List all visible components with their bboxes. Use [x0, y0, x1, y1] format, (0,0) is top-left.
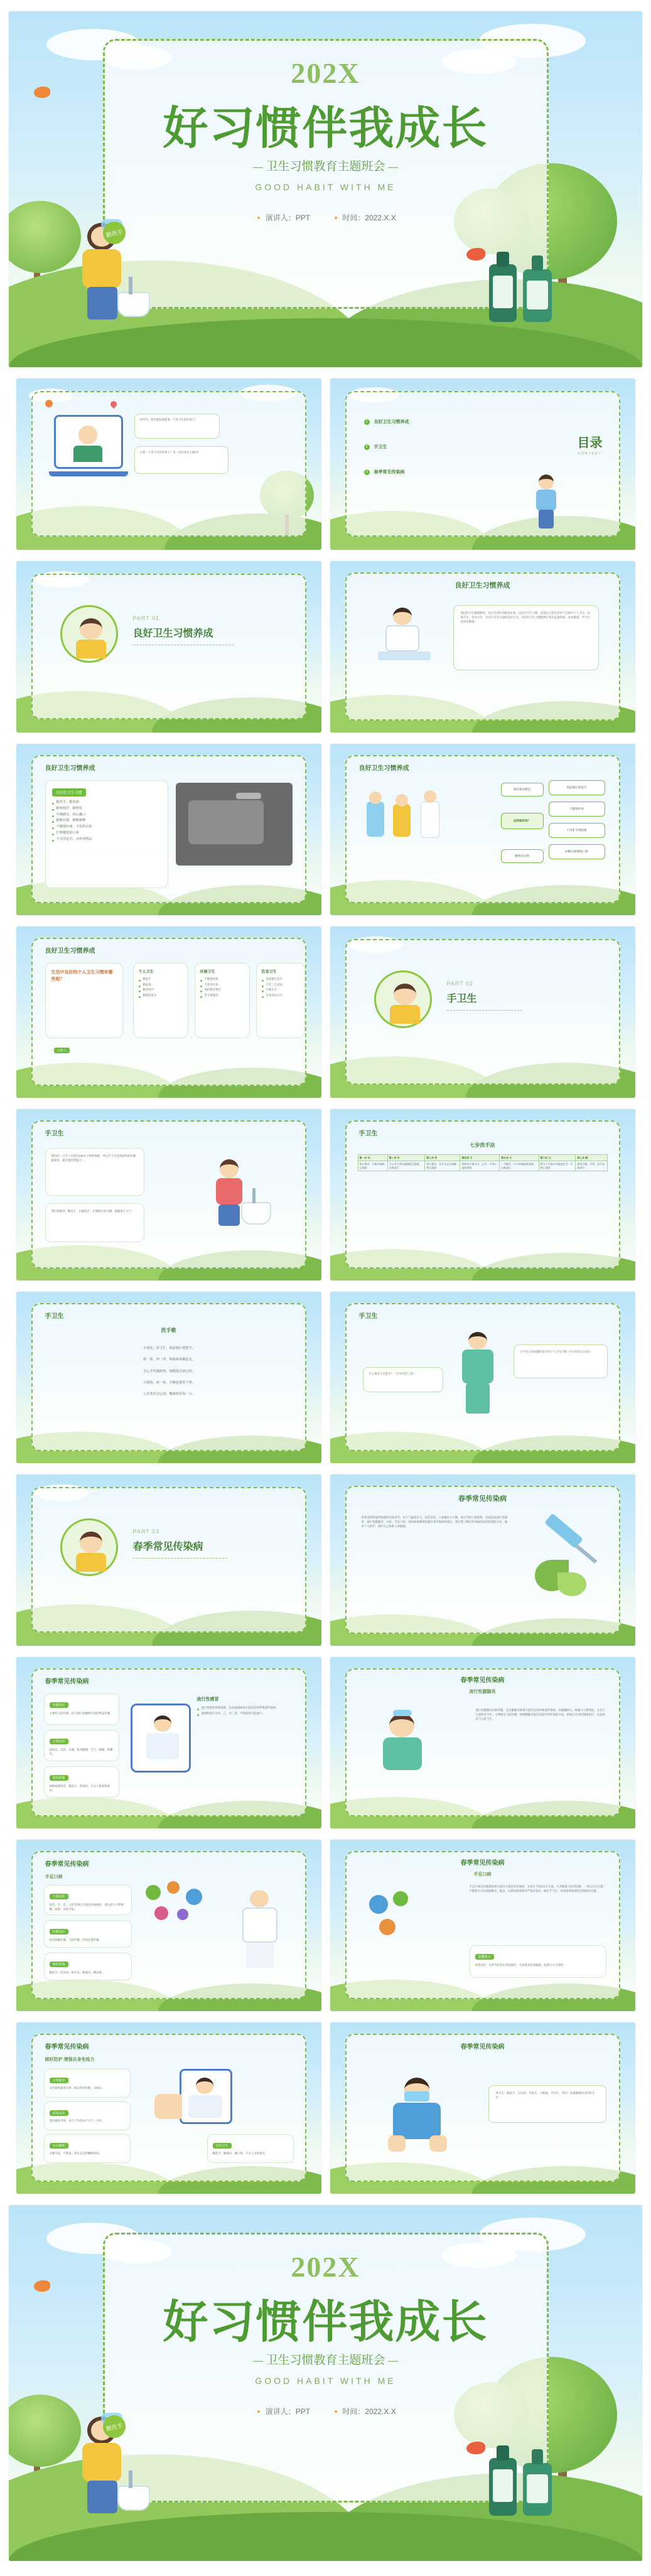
- table-cell: 将五个手指尖并拢放在另一手掌心揉搓: [539, 1161, 576, 1171]
- toc-title-block: [578, 432, 603, 456]
- slide-infection-7: [330, 2022, 635, 2194]
- flow-node-1: 饭前便后要洗手: [549, 780, 605, 795]
- flow-node-2: 不随地吐痰: [549, 802, 605, 817]
- masked-person-illustration: [374, 2075, 462, 2157]
- part-meta: [133, 615, 234, 645]
- card-text: 密切接触传播、飞沫传播、经消化道传播。: [49, 1938, 102, 1941]
- slide-hand-4: [330, 1292, 635, 1463]
- slide-hand-1: [16, 1109, 321, 1280]
- question-bubble: [363, 1367, 443, 1392]
- slide-infection-3: [330, 1657, 635, 1828]
- sick-girl-illustration: [368, 1705, 443, 1780]
- flu-right-list: [197, 1706, 294, 1715]
- card-title: 充足睡眠: [50, 2143, 68, 2149]
- slide-intro: [16, 378, 321, 550]
- table-header: 第四步 弓: [460, 1155, 500, 1161]
- table-cell: 掌心相对，手指并拢相互揉搓: [358, 1161, 387, 1171]
- card-text: 勤洗手、勤通风、戴口罩，不去人多的地方。: [212, 2152, 268, 2155]
- soap-bottles-illustration: [485, 248, 567, 330]
- slide-part-03: [16, 1474, 321, 1646]
- callout-text: 小学生应养成随时洗手的个人卫生习惯（至少回答五句话）: [520, 1350, 592, 1353]
- bird-icon: [466, 248, 485, 260]
- part-title: 春季常见传染病: [132, 1542, 203, 1552]
- cover-date: 时间：2022.X.X: [342, 213, 396, 222]
- immunity-card-3: [44, 2134, 131, 2163]
- cover-english: GOOD HABIT WITH ME: [255, 182, 396, 192]
- handwash-photo: [176, 783, 293, 866]
- table-cell: 弯曲各手指关节，在另一手掌心旋转揉搓: [460, 1161, 500, 1171]
- cover-english: GOOD HABIT WITH ME: [255, 2376, 396, 2386]
- flow-node-5: 勤换洗衣物: [501, 849, 544, 863]
- list-item: 生熟食品分开: [262, 994, 299, 998]
- slide-habit-1: [330, 561, 635, 733]
- flu-card-3: [44, 1766, 119, 1798]
- table-header: 第七步 腕: [576, 1155, 607, 1161]
- tip-badge-label: 小贴士: [54, 1048, 70, 1053]
- list-item: 保持教室整洁: [200, 988, 244, 992]
- col-list: [139, 977, 183, 997]
- immunity-card-2: [44, 2101, 131, 2130]
- toc-title: 目录: [577, 436, 603, 450]
- list-item: 饭前便后洗手: [262, 977, 299, 982]
- card-title: 合理膳食: [50, 2078, 68, 2083]
- phone-doctor-illustration: [131, 1704, 191, 1773]
- song-line: 七步洗手记心间，健康快乐每一天。: [143, 1392, 195, 1397]
- question-text: 生活中良好的个人卫生习惯有哪些呢？: [51, 970, 113, 982]
- slide-heading: 手卫生: [45, 1313, 64, 1320]
- slide-toc: [330, 378, 635, 550]
- sub-heading: 流行性腮腺炎: [469, 1690, 496, 1694]
- meta-dot-icon: [335, 217, 337, 219]
- list-item: 打喷嚏要捂口鼻: [52, 831, 161, 836]
- part-title: 手卫生: [446, 994, 477, 1004]
- card-title: 良好的卫生习惯: [52, 788, 86, 797]
- slide-heading: 春季常见传染病: [45, 1861, 89, 1868]
- card-title: 主要症状: [50, 1739, 68, 1744]
- girl-avatar: [374, 970, 432, 1028]
- song-line: 小朋友，讲卫生，饭前便后要洗手。: [143, 1346, 195, 1350]
- slide-heading: 手卫生: [45, 1130, 64, 1137]
- col-card-3: [256, 963, 305, 1038]
- slide-heading: 良好卫生习惯养成: [45, 765, 95, 772]
- girl-washing-illustration: [202, 1157, 277, 1236]
- cover-year: 202X: [291, 2251, 360, 2283]
- table-cell: 手心对手背沿指缝相互揉搓，交换进行: [387, 1161, 425, 1171]
- habit-card: [45, 780, 168, 888]
- slide-heading: 手卫生: [358, 1313, 378, 1320]
- list-item: 勤洗澡: [139, 983, 183, 987]
- card-text: 多吃新鲜蔬菜水果，保证营养均衡，多喝水。: [49, 2086, 105, 2090]
- song-title: 洗手歌: [161, 1328, 176, 1333]
- toc-item-3[interactable]: [364, 469, 405, 475]
- laptop-base: [49, 471, 128, 476]
- toc-label: 良好卫生习惯养成: [374, 420, 409, 424]
- body-text: 流行性腮腺炎俗称痄腮，是由腮腺炎病毒引起的急性呼吸道传染病。以腮腺肿大、疼痛为主要特征，多见于儿童和青少年。主要通过飞沫传播，接种腮腺炎疫苗是最有效的预防方法。患病后应及时隔离治疗，注意休息与口腔卫生。: [475, 1709, 605, 1720]
- slide-infection-1: [330, 1474, 635, 1646]
- table-cell: 掌心相对，双手交叉沿指缝相互揉搓: [425, 1161, 460, 1171]
- cover-subtitle: 卫生习惯教育主题班会: [266, 2354, 385, 2367]
- tip-badge: [54, 1043, 70, 1055]
- table-header: 第一步 内: [358, 1155, 387, 1161]
- slide-infection-4: [16, 1840, 321, 2011]
- slide-heading: 春季常见传染病: [45, 1678, 89, 1685]
- hand-note-card-1: [45, 1148, 144, 1196]
- seven-steps-table: [358, 1154, 608, 1171]
- slide-end-cover: 202X 好习惯伴我成长 — 卫生习惯教育主题班会 — GOOD HABIT WITH ME 演讲人：PPT 时间：2022.X.X 勤洗手: [9, 2205, 642, 2561]
- part-number: PART 01: [132, 615, 160, 621]
- speech-text-2: 合着一个讲卫生的好孩子？说一说你看怎么做的？: [139, 451, 201, 454]
- medic-illustration: [230, 1890, 290, 1972]
- callout-bubble: [514, 1344, 608, 1378]
- body-text: 春季是呼吸道传染病的高发季节。由于气温变化大，忽冷忽热，人体抵抗力下降，加之学校人群密集，容易造成流行性感冒、流行性腮腺炎、水痘、手足口病、诺如病毒感染性腹泻等传染病的流行。我们要了解这些疾病的症状和预防方法，做好个人防护，保护自己和他人的健康。: [361, 1516, 508, 1528]
- table-header: 第六步 立: [539, 1155, 576, 1161]
- toc-number: 3: [364, 470, 370, 475]
- bird-icon: [466, 2442, 485, 2454]
- hand-phone-illustration: [142, 2066, 286, 2127]
- slide-part-02: [330, 926, 635, 1098]
- body-text: 手足口病是由肠道病毒引起的儿童常见传染病，多发生于5岁以下儿童。大多数患儿症状轻微，一周左右可自愈；少数患儿可出现脑膜炎、脑炎、心肺功能衰竭等严重并发症。做好手卫生、环境消毒和晨检是预防的关键。: [469, 1885, 606, 1892]
- slide-habit-2: [16, 744, 321, 915]
- hfmd-card-2: [44, 1920, 132, 1948]
- col-title: 环境卫生: [200, 970, 215, 974]
- list-item: 勤洗手: [139, 977, 183, 982]
- table-header: 第二步 外: [387, 1155, 425, 1161]
- card-text: 发热，手、足、口腔等部位出现皮疹或疱疹，部分患儿可伴咳嗽、流涕、食欲不振。: [49, 1903, 124, 1911]
- flu-card-2: [44, 1730, 119, 1761]
- slide-heading: 良好卫生习惯养成: [45, 948, 95, 955]
- card-text: 主要经飞沫传播，也可通过接触被污染的物品传播。: [49, 1712, 113, 1715]
- speech-bubble: [453, 605, 599, 670]
- sub-heading: 手足口病: [473, 1872, 492, 1877]
- badge-wash-hands: 勤洗手: [101, 2413, 128, 2440]
- col-card-2: [195, 963, 250, 1038]
- song-line: 手心手背都搓到，指缝指尖别忘掉。: [143, 1369, 195, 1373]
- table-row: [358, 1161, 607, 1171]
- meta-dot-icon: [335, 2410, 337, 2413]
- card-text: 勤洗手、吃熟食、喝开水、勤通风、晒衣被。: [49, 1971, 105, 1974]
- col-list: [262, 977, 299, 997]
- slide-heading: 春季常见传染病: [460, 1860, 505, 1867]
- list-item: 流行性感冒简称流感，是由流感病毒引起的急性呼吸道传染病。: [197, 1706, 294, 1710]
- list-item: 不随地吐痰、不乱扔垃圾: [52, 825, 161, 830]
- sub-heading: 流行性感冒: [196, 1697, 219, 1702]
- divider: [447, 1010, 522, 1011]
- habit-list: [52, 800, 161, 842]
- cover-year: 202X: [291, 57, 360, 89]
- hand-note-card-2: [45, 1203, 144, 1242]
- flow-center: 这样做好吗？: [501, 813, 544, 829]
- divider: [133, 1558, 227, 1559]
- list-item: 常开窗通风: [200, 994, 244, 998]
- list-item: 勤洗手、勤洗澡: [52, 800, 161, 805]
- laptop-illustration: [54, 415, 123, 469]
- sub-heading: 做好防护 增强自身免疫力: [45, 2058, 95, 2062]
- meta-dot-icon: [257, 2410, 260, 2413]
- slide-infection-6: [16, 2022, 321, 2194]
- soap-bottles-illustration: [485, 2442, 567, 2523]
- slide-habit-4: [16, 926, 321, 1098]
- hfmd-card-1: [44, 1885, 132, 1915]
- flow-node-4: 咳嗽打喷嚏捂口鼻: [549, 844, 605, 859]
- immunity-card-4: [207, 2134, 294, 2163]
- slide-heading: 手卫生: [358, 1130, 378, 1137]
- list-item: 不喝生水: [262, 988, 299, 992]
- immunity-card-1: [44, 2069, 131, 2098]
- girl-avatar: [60, 605, 118, 663]
- part-title: 良好卫生习惯养成: [132, 628, 213, 639]
- slide-heading: 春季常见传染病: [460, 1677, 505, 1684]
- card-title: 适量运动: [50, 2110, 68, 2116]
- tip-title: 温馨提示: [475, 1954, 494, 1960]
- part-number: PART 02: [446, 980, 474, 987]
- cover-subtitle: 卫生习惯教育主题班会: [266, 160, 385, 173]
- song-line: 搓一搓，冲一冲，细菌病毒都赶走。: [143, 1358, 195, 1362]
- flu-right-block: [197, 1696, 294, 1717]
- question-card: [45, 963, 123, 1038]
- students-illustration: [363, 785, 457, 861]
- list-item: 不随地吐痰: [200, 977, 244, 982]
- speech-bubble-1: [134, 414, 220, 439]
- question-text: 什么情况下应洗手？（至少回答三条）: [369, 1372, 416, 1375]
- slide-cover: 202X 好习惯伴我成长 — 卫生习惯教育主题班会 — GOOD HABIT WITH ME 演讲人：PPT 时间：2022.X.X 勤洗手: [9, 11, 642, 367]
- doctor-illustration: [367, 608, 442, 662]
- list-item: 不乱扔垃圾: [200, 983, 244, 987]
- bird-icon: [45, 400, 53, 407]
- table-header: 第三步 夹: [425, 1155, 460, 1161]
- part-meta: [133, 1528, 227, 1559]
- table-cell: 揉搓手腕、手臂，双手交换进行: [576, 1161, 607, 1171]
- flow-node-6: 保持课桌整洁: [501, 783, 544, 797]
- list-item: 不吃三无食品: [262, 983, 299, 987]
- list-item: 流感病毒分为甲、乙、丙三型，甲型最易引起流行。: [197, 1712, 294, 1716]
- hand-note-2: 我们要做到：勤洗手，正确洗手，让细菌无处可藏，做健康小卫士！: [51, 1210, 134, 1213]
- toc-number: 1: [364, 419, 370, 425]
- list-item: 早晚刷牙、饭后漱口: [52, 813, 161, 818]
- toc-number: 2: [364, 444, 370, 450]
- toc-title-en: CONTENT: [578, 452, 602, 456]
- tip-text: 发现发热、出疹等症状应及时就医，并按要求居家隔离，痊愈后方可返校。: [475, 1963, 566, 1967]
- list-item: 勤换衣服、勤晒被褥: [52, 818, 161, 824]
- slide-hand-2: [330, 1109, 635, 1280]
- callout-text: 讲卫生，勤洗手，早发现，早报告，早隔离，早治疗，我们一起做健康快乐的好少年！: [495, 2091, 595, 2099]
- slide-heading: 良好卫生习惯养成: [358, 765, 409, 772]
- card-title: 传播途径: [50, 1929, 68, 1935]
- speech-text: 我们的卫生健康教育，从卫生的好坏程度来看。良好的卫生习惯，是指在日常生活中人们讲究个人卫生、环境卫生、饮食卫生、劳动卫生等方面的良好行为。良好的卫生习惯能够让我们远离疾病，身体健康，学习生活更有精神。: [460, 611, 590, 623]
- part-meta: [447, 980, 522, 1011]
- virus-cluster-illustration: [363, 1889, 438, 1958]
- tip-card: [470, 1945, 606, 1978]
- slide-hand-3: [16, 1292, 321, 1463]
- slide-heading: 春季常见传染病: [460, 2044, 505, 2051]
- list-item: 勤剪指甲、勤理发: [52, 807, 161, 812]
- virus-icons: [142, 1881, 217, 1931]
- list-item: 勤理发洗头: [139, 994, 183, 998]
- card-title: 预防措施: [50, 1775, 68, 1781]
- slide-habit-3: [330, 744, 635, 915]
- card-text: 早睡早起，不熬夜，保证充足的睡眠时间。: [49, 2152, 102, 2155]
- card-title: 预防措施: [50, 1962, 68, 1967]
- toc-label: 手卫生: [374, 445, 387, 449]
- meta-dot-icon: [257, 217, 260, 219]
- card-text: 起病急，发热、头痛、肌肉酸痛、乏力、咽痛、咳嗽等。: [49, 1748, 113, 1756]
- slide-infection-2: [16, 1657, 321, 1828]
- callout-bubble: [488, 2085, 606, 2123]
- card-text: 接种流感疫苗，勤洗手，常通风，少去人群密集场所。: [49, 1784, 110, 1792]
- toc-item-1[interactable]: [364, 419, 409, 425]
- cover-title: 好习惯伴我成长: [163, 2297, 488, 2348]
- hfmd-card-3: [44, 1953, 132, 1980]
- cover-presenter: 演讲人：PPT: [265, 213, 311, 222]
- content-frame: [345, 391, 620, 537]
- card-title: 传播途径: [50, 1702, 68, 1708]
- list-item: 不共用毛巾、水杯等物品: [52, 837, 161, 842]
- slide-infection-5: [330, 1840, 635, 2011]
- card-text: 坚持锻炼身体，每天户外活动不少于一小时。: [49, 2119, 105, 2122]
- girl-avatar: [60, 1518, 118, 1576]
- toc-item-2[interactable]: [364, 444, 387, 450]
- speech-text-1: 同学们，我们要知道要事一个讲卫生的好孩子！: [139, 418, 198, 421]
- song-line: 大拇指，转一转，手腕也要洗干净。: [143, 1380, 195, 1385]
- cover-date: 时间：2022.X.X: [342, 2407, 396, 2416]
- flow-node-3: 不用脏手揉眼睛: [549, 823, 605, 838]
- hand-note-1: 我们的一只手上有超过150多个种的细菌，所以手卫生是预防疾病传播最简单、最有效的措施之一。: [51, 1154, 136, 1162]
- sub-heading: 手足口病: [45, 1875, 63, 1879]
- col-title: 饮食卫生: [261, 970, 277, 974]
- card-title: 主要症状: [50, 1894, 68, 1899]
- col-title: 个人卫生: [138, 970, 154, 974]
- col-card-1: [133, 963, 188, 1038]
- col-list: [200, 977, 244, 997]
- toc-label: 春季常见传染病: [374, 470, 405, 475]
- table-cell: 一手握另一手大拇指旋转揉搓，交换进行: [500, 1161, 539, 1171]
- table-header: 第五步 大: [500, 1155, 539, 1161]
- speech-bubble-2: [134, 446, 229, 474]
- slide-heading: 良好卫生习惯养成: [455, 582, 510, 589]
- cover-title: 好习惯伴我成长: [163, 104, 488, 154]
- syringe-illustration: [525, 1518, 606, 1600]
- list-item: 勤剪指甲: [139, 988, 183, 992]
- part-number: PART 03: [132, 1528, 160, 1535]
- boy-illustration: [532, 475, 560, 531]
- song-lines: [51, 1346, 288, 1397]
- flu-card-1: [44, 1693, 119, 1725]
- slide-heading: 春季常见传染病: [458, 1495, 507, 1503]
- table-title: 七步洗手法: [470, 1142, 495, 1148]
- slide-heading: 春季常见传染病: [45, 2044, 89, 2051]
- badge-wash-hands: 勤洗手: [101, 220, 128, 247]
- cover-presenter: 演讲人：PPT: [265, 2407, 311, 2416]
- card-title: 讲究卫生: [213, 2143, 232, 2149]
- slide-part-01: [16, 561, 321, 733]
- doctor-illustration: [455, 1332, 501, 1420]
